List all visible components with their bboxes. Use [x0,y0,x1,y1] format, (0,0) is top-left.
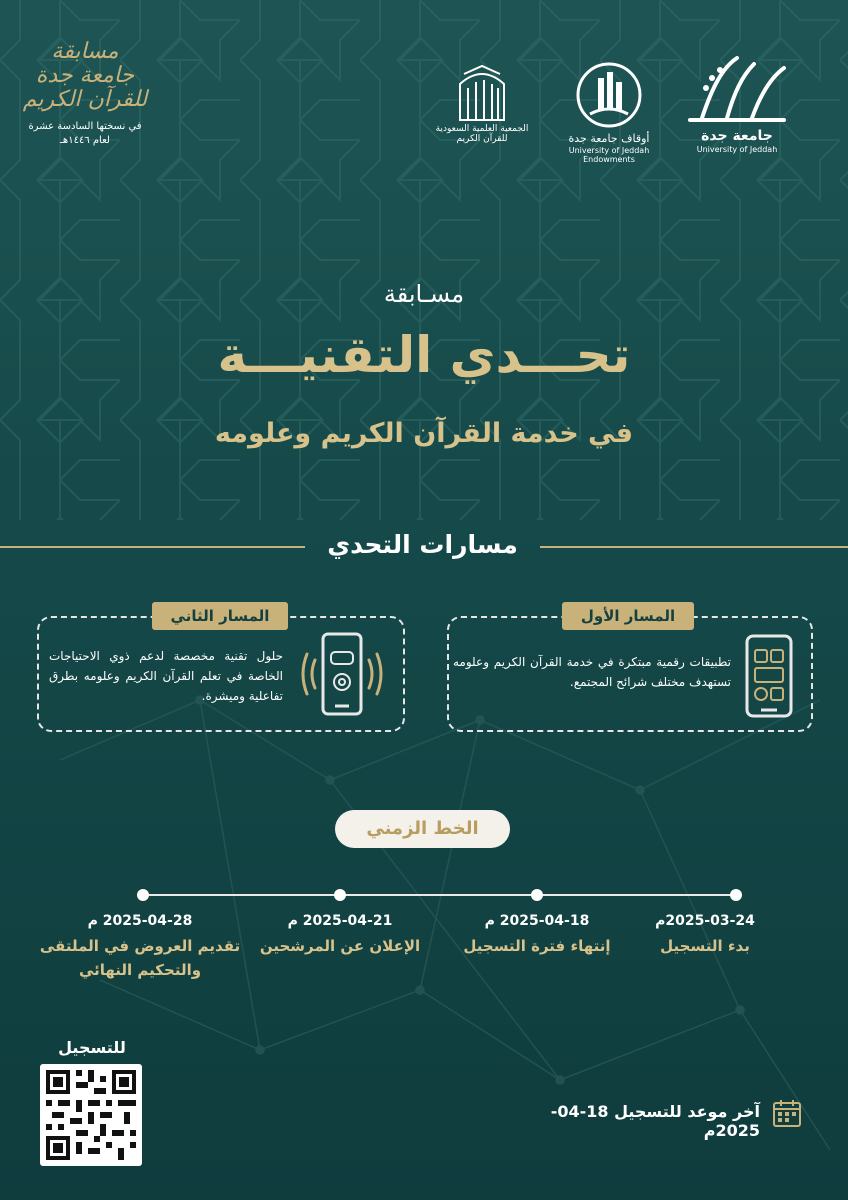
track-text-second: حلول تقنية مخصصة لدعم ذوي الاحتياجات الخاصة في تعلم القرآن الكريم وعلومه بطرق تفاعلية وميشرة. [49,649,283,703]
timeline-line [143,894,737,896]
milestone-label: تقديم العروض في الملتقى والتحكيم النهائي [39,937,241,979]
subtitle: في خدمة القرآن الكريم وعلومه [214,418,634,449]
milestone-label: إنتهاء فترة التسجيل [463,937,611,955]
competition-edition-line1: في نسختها السادسة عشرة [28,121,142,132]
timeline-dot [730,889,742,901]
university-name-ar: جامعة جدة [701,128,773,144]
competition-logo-line1: مسابقة [51,39,119,64]
association-emblem-icon [454,62,510,122]
main-title: تحـــدي التقنيـــة [217,326,631,384]
track-text-first: تطبيقات رقمية مبتكرة في خدمة القرآن الكريم وعلومه تستهدف مختلف شرائح المجتمع. [453,655,731,689]
milestone-date: 2025-03-24م [655,913,755,929]
milestone [240,910,440,958]
qr-code-icon [40,1064,142,1166]
quran-association-logo [432,62,532,144]
registration-deadline: آخر موعد للتسجيل 18-04-2025م [550,1102,760,1140]
competition-logo-line3: للقرآن الكريم [22,87,148,112]
milestone-date: 2025-04-18 م [484,913,590,929]
endowments-name-ar: أوقاف جامعة جدة [568,132,650,145]
registration-qr-code[interactable] [40,1064,142,1166]
pre-title: مسـابقة [383,280,465,308]
track-card-second [37,607,405,732]
timeline-dot [334,889,346,901]
accessible-tech-phone-icon [297,630,387,718]
association-name-ar: الجمعية العلمية السعودية للقرآن الكريم [435,124,529,144]
milestone-label: بدء التسجيل [660,937,750,955]
milestone-label: الإعلان عن المرشحين [259,937,421,955]
registration-label: للتسجيل [58,1038,126,1057]
milestone [620,910,790,958]
milestone [437,910,637,958]
timeline-dot [137,889,149,901]
timeline-label: الخط الزمني [335,810,510,848]
endowments-logo [548,60,670,164]
tracks-heading [0,530,848,562]
milestone-date: 2025-04-28 م [87,913,193,929]
university-name-en: University of Jeddah [696,145,778,154]
competition-logo-line2: جامعة جدة [35,63,135,88]
milestone-date: 2025-04-21 م [287,913,393,929]
university-emblem-icon [682,48,792,126]
competition-edition-line2: لعام ١٤٤٦هـ [60,135,110,146]
timeline-dot [531,889,543,901]
competition-logo [20,40,150,148]
competition-edition [20,120,150,148]
track-badge-second: المسار الثاني [152,602,288,630]
tracks-heading-text: مسارات التحدي [327,530,518,559]
endowments-emblem-icon [574,60,644,130]
smartphone-apps-icon [741,634,797,718]
calendar-icon [772,1098,802,1128]
endowments-name-en: University of Jeddah Endowments [568,146,650,164]
milestone [30,910,250,982]
divider-left [0,546,305,548]
track-card-first [447,607,813,732]
university-of-jeddah-logo [676,48,798,154]
divider-right [540,546,848,548]
track-badge-first: المسار الأول [562,602,694,630]
